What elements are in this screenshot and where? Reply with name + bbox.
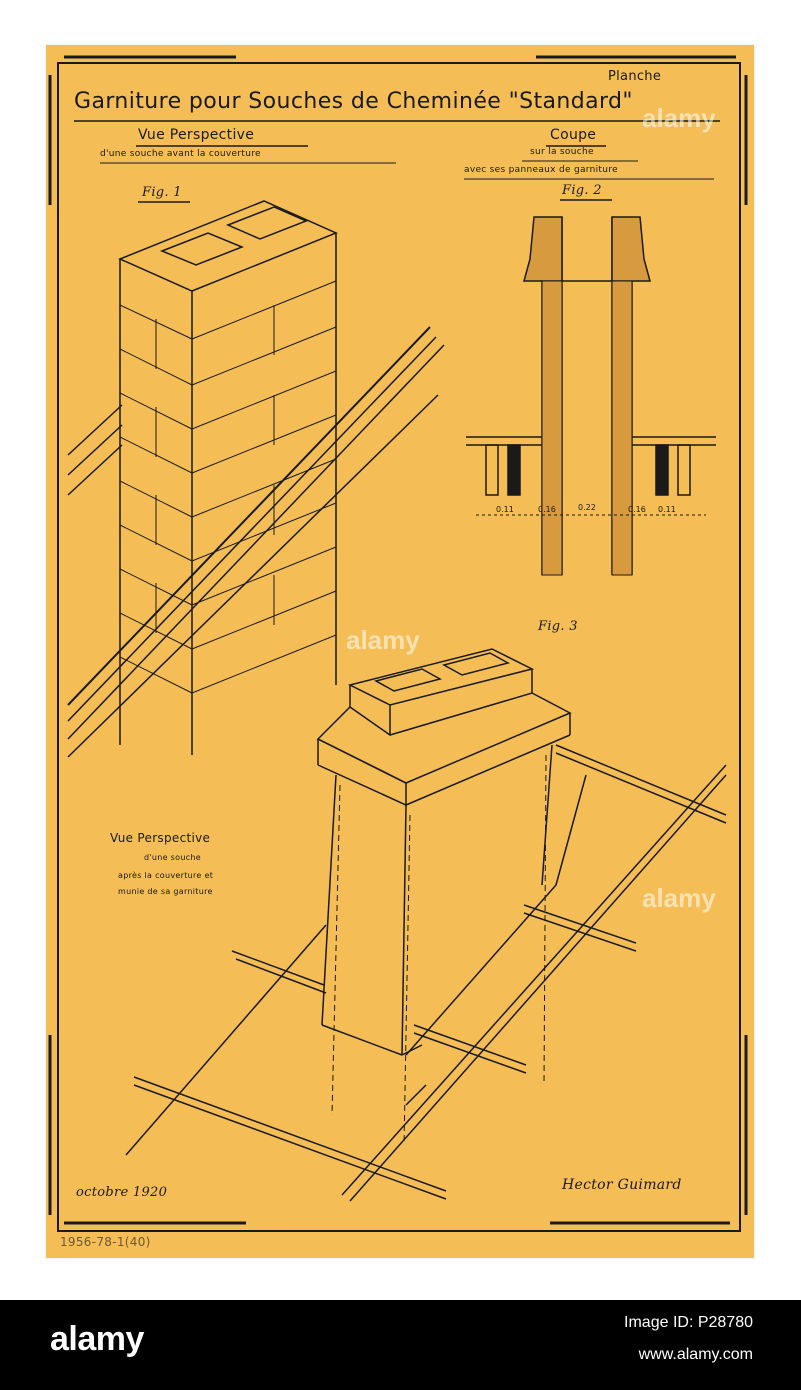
signature: Hector Guimard bbox=[562, 1177, 682, 1193]
watermark: alamy bbox=[642, 883, 716, 913]
dimension-label: 0.16 bbox=[538, 505, 556, 514]
fig3-heading: Vue Perspective bbox=[110, 831, 211, 845]
watermark: alamy bbox=[346, 625, 420, 655]
fig3-sub-1: d'une souche bbox=[144, 853, 202, 862]
fig1-subheading: d'une souche avant la couverture bbox=[100, 149, 261, 159]
fig1-label: Fig. 1 bbox=[142, 185, 182, 200]
fig2-heading: Coupe bbox=[550, 127, 597, 143]
drawing-sheet bbox=[46, 45, 754, 1258]
inventory-number: 1956-78-1(40) bbox=[60, 1235, 151, 1249]
fig3-label: Fig. 3 bbox=[538, 619, 578, 634]
dimension-label: 0.22 bbox=[578, 503, 596, 512]
site-url: www.alamy.com bbox=[638, 1346, 753, 1363]
page-title: Garniture pour Souches de Cheminée "Standard" bbox=[74, 89, 633, 114]
drawing-date: octobre 1920 bbox=[76, 1185, 168, 1200]
brand-logo: alamy bbox=[50, 1320, 144, 1358]
fig2-label: Fig. 2 bbox=[562, 183, 602, 198]
fig1-heading: Vue Perspective bbox=[138, 127, 255, 143]
fig3-sub-2: après la couverture et bbox=[118, 871, 214, 880]
planche-label: Planche bbox=[608, 69, 662, 84]
watermark: alamy bbox=[642, 103, 716, 133]
fig3-sub-3: munie de sa garniture bbox=[118, 887, 213, 896]
stock-footer-bar bbox=[0, 1300, 801, 1390]
fig2-subheading-2: avec ses panneaux de garniture bbox=[464, 165, 618, 175]
dimension-label: 0.16 bbox=[628, 505, 646, 514]
image-id: Image ID: P28780 bbox=[624, 1314, 753, 1331]
dimension-label: 0.11 bbox=[658, 505, 676, 514]
dimension-label: 0.11 bbox=[496, 505, 514, 514]
fig2-subheading: sur la souche bbox=[530, 147, 594, 157]
